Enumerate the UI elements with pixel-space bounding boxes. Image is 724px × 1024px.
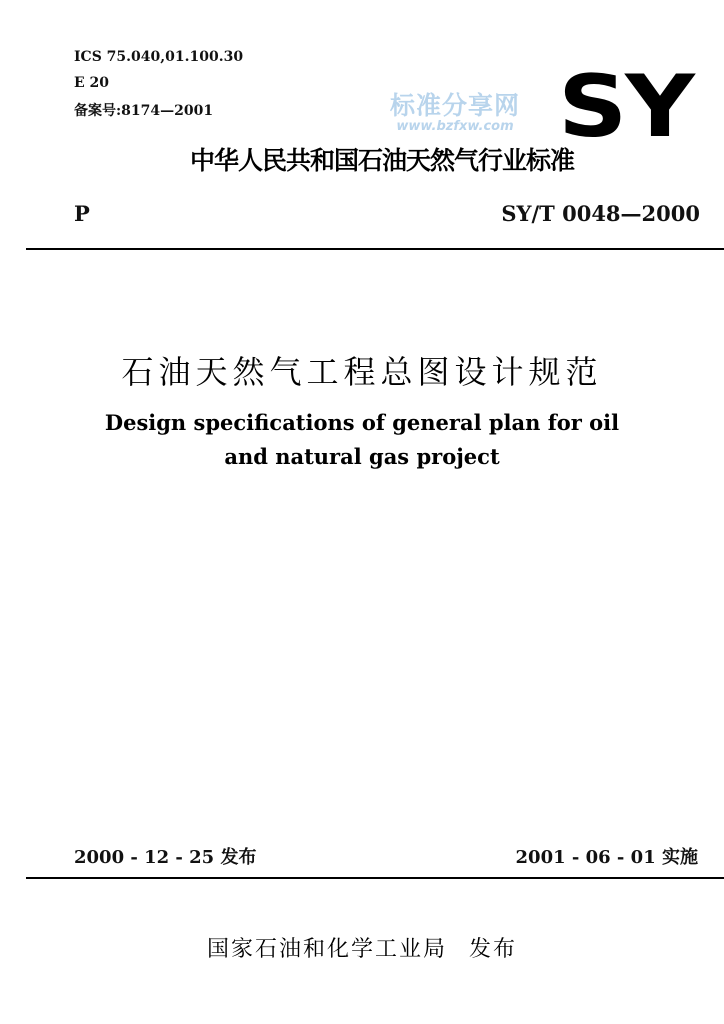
top-divider xyxy=(26,248,724,250)
record-number: 备案号:8174—2001 xyxy=(74,103,214,119)
category-code: P xyxy=(74,201,90,226)
title-english-line-1: Design specifications of general plan for oil xyxy=(104,410,620,435)
title-english xyxy=(0,406,724,474)
publisher-name: 国家石油和化学工业局 xyxy=(206,937,447,962)
publish-label: 发布 xyxy=(469,937,518,962)
issue-date: 2000 - 12 - 25 发布 xyxy=(74,847,257,868)
bottom-divider xyxy=(26,877,724,879)
title-english-line-2: and natural gas project xyxy=(224,444,500,469)
publisher-line xyxy=(0,932,724,963)
watermark-site-url: www.bzfxw.com xyxy=(396,119,514,134)
watermark xyxy=(370,92,540,134)
classification-code: E 20 xyxy=(74,75,110,91)
watermark-site-name: 标准分享网 xyxy=(389,91,520,120)
title-chinese: 石油天然气工程总图设计规范 xyxy=(121,353,603,391)
standard-type-title: 中华人民共和国石油天然气行业标准 xyxy=(190,146,575,175)
ics-code: ICS 75.040,01.100.30 xyxy=(74,49,244,65)
implementation-date: 2001 - 06 - 01 实施 xyxy=(515,847,698,868)
sy-logo: SY xyxy=(558,57,693,157)
standard-code: SY/T 0048—2000 xyxy=(501,201,700,226)
